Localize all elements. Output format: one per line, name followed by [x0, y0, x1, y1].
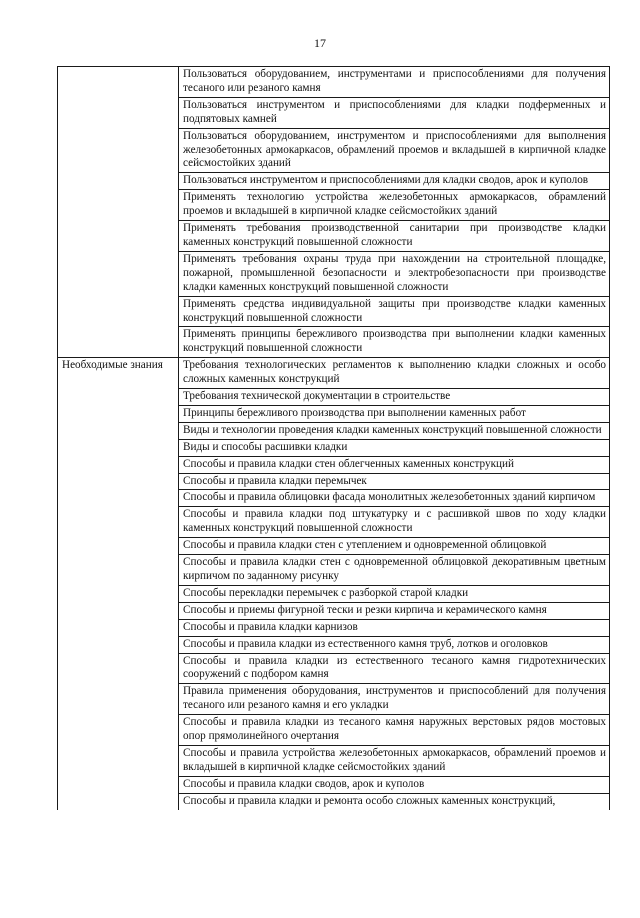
knowledge-item: Способы и правила кладки стен облегченных каменных конструкций	[179, 456, 610, 473]
knowledge-item: Способы и правила кладки карнизов	[179, 619, 610, 636]
page-number: 17	[314, 36, 326, 50]
knowledge-item: Требования технологических регламентов к выполнению кладки сложных и особо сложных каменных конструкций	[179, 358, 610, 389]
skill-item: Применять принципы бережливого производства при выполнении кладки каменных конструкций повышенной сложности	[179, 327, 610, 358]
knowledge-item: Способы перекладки перемычек с разборкой старой кладки	[179, 585, 610, 602]
skill-item: Пользоваться инструментом и приспособлениями для кладки сводов, арок и куполов	[179, 173, 610, 190]
knowledge-item: Способы и правила кладки стен с утеплением и одновременной облицовкой	[179, 538, 610, 555]
knowledge-item: Способы и правила кладки перемычек	[179, 473, 610, 490]
skill-item: Пользоваться оборудованием, инструментами и приспособлениями для получения тесаного или резаного камня	[179, 67, 610, 98]
knowledge-item: Способы и правила кладки сводов, арок и куполов	[179, 776, 610, 793]
knowledge-item: Правила применения оборудования, инструментов и приспособлений для получения тесаного или резаного камня и его укладки	[179, 684, 610, 715]
skill-item: Применять средства индивидуальной защиты при производстве кладки каменных конструкций повышенной сложности	[179, 296, 610, 327]
knowledge-item: Виды и технологии проведения кладки каменных конструкций повышенной сложности	[179, 422, 610, 439]
knowledge-row	[58, 358, 610, 389]
knowledge-item: Виды и способы расшивки кладки	[179, 439, 610, 456]
skill-item: Применять требования охраны труда при нахождении на строительной площадке, пожарной, промышленной безопасности и электробезопасности при производстве кладки каменных конструкций повышенной сложности	[179, 251, 610, 296]
knowledge-item: Способы и правила кладки под штукатурку и с расшивкой швов по ходу кладки каменных конструкций повышенной сложности	[179, 507, 610, 538]
knowledge-item: Требования технической документации в строительстве	[179, 389, 610, 406]
skills-category-cell	[58, 67, 179, 358]
requirements-table-body	[58, 67, 610, 810]
knowledge-item: Способы и правила кладки стен с одновременной облицовкой декоративным цветным кирпичом по заданному рисунку	[179, 555, 610, 586]
requirements-table	[57, 66, 610, 810]
knowledge-item: Способы и правила устройства железобетонных армокаркасов, обрамлений проемов и вкладышей в кирпичной кладке сейсмостойких зданий	[179, 745, 610, 776]
knowledge-item: Способы и приемы фигурной тески и резки кирпича и керамического камня	[179, 602, 610, 619]
knowledge-item: Способы и правила кладки и ремонта особо сложных каменных конструкций,	[179, 793, 610, 809]
knowledge-item: Принципы бережливого производства при выполнении каменных работ	[179, 405, 610, 422]
skill-item: Применять технологию устройства железобетонных армокаркасов, обрамлений проемов и вкладышей в кирпичной кладке сейсмостойких зданий	[179, 190, 610, 221]
skill-row	[58, 67, 610, 98]
skill-item: Применять требования производственной санитарии при производстве кладки каменных конструкций повышенной сложности	[179, 221, 610, 252]
skill-item: Пользоваться инструментом и приспособлениями для кладки подферменных и подпятовых камней	[179, 97, 610, 128]
knowledge-category-label: Необходимые знания	[58, 358, 179, 810]
knowledge-item: Способы и правила кладки из тесаного камня наружных верстовых рядов мостовых опор прямолинейного очертания	[179, 715, 610, 746]
knowledge-item: Способы и правила кладки из естественного тесаного камня гидротехнических сооружений с подбором камня	[179, 653, 610, 684]
knowledge-item: Способы и правила облицовки фасада монолитных железобетонных зданий кирпичом	[179, 490, 610, 507]
skill-item: Пользоваться оборудованием, инструментом и приспособлениями для выполнения железобетонных армокаркасов, обрамлений проемов и вкладышей в кирпичной кладке сейсмостойких зданий	[179, 128, 610, 173]
knowledge-item: Способы и правила кладки из естественного камня труб, лотков и оголовков	[179, 636, 610, 653]
